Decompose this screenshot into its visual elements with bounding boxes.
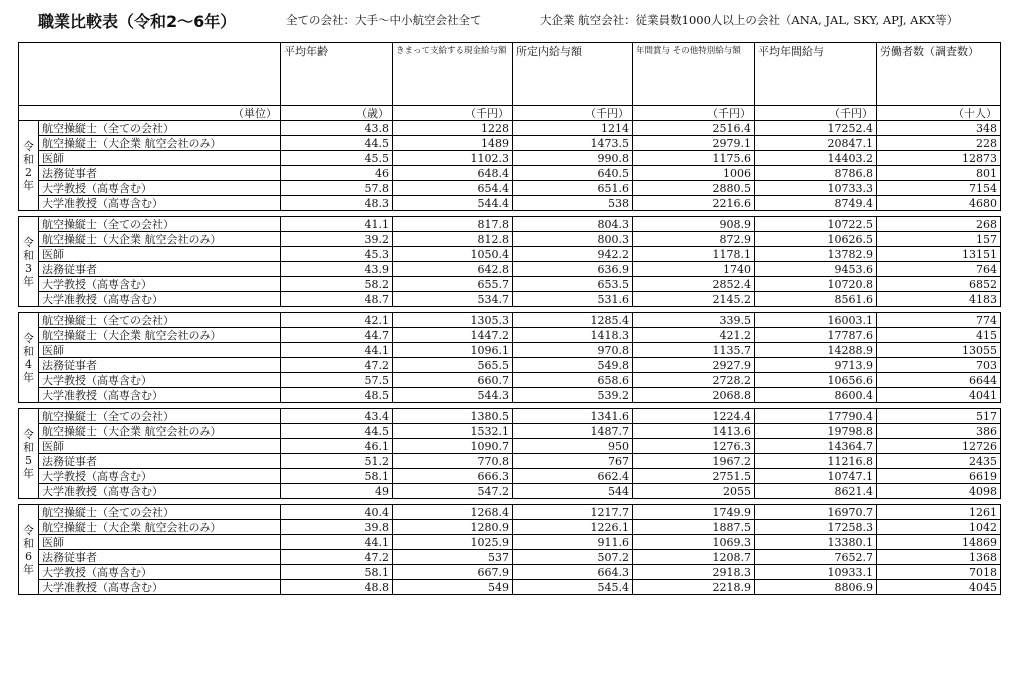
value-cell: 1228 xyxy=(393,121,513,136)
unit-cell: （千円） xyxy=(393,106,513,121)
era-year-cell xyxy=(19,217,39,307)
value-cell: 636.9 xyxy=(513,262,633,277)
value-cell: 4680 xyxy=(877,196,1001,211)
value-cell: 41.1 xyxy=(281,217,393,232)
table-row xyxy=(19,550,1001,565)
column-header: 平均年間給与 xyxy=(755,43,877,106)
value-cell: 13782.9 xyxy=(755,247,877,262)
table-row xyxy=(19,292,1001,307)
value-cell: 6619 xyxy=(877,469,1001,484)
value-cell: 942.2 xyxy=(513,247,633,262)
occupation-name: 大学教授（高専含む） xyxy=(39,565,281,580)
value-cell: 415 xyxy=(877,328,1001,343)
value-cell: 44.7 xyxy=(281,328,393,343)
column-header: 所定内給与額 xyxy=(513,43,633,106)
value-cell: 8749.4 xyxy=(755,196,877,211)
value-cell: 970.8 xyxy=(513,343,633,358)
era-char: 和 xyxy=(23,536,34,550)
occupation-name: 大学教授（高専含む） xyxy=(39,469,281,484)
value-cell: 1226.1 xyxy=(513,520,633,535)
occupation-name: 大学准教授（高専含む） xyxy=(39,196,281,211)
era-year-cell xyxy=(19,505,39,595)
value-cell: 662.4 xyxy=(513,469,633,484)
table-row xyxy=(19,454,1001,469)
table-row xyxy=(19,484,1001,499)
value-cell: 42.1 xyxy=(281,313,393,328)
value-cell: 660.7 xyxy=(393,373,513,388)
table-row xyxy=(19,535,1001,550)
era-char: 和 xyxy=(23,440,34,454)
value-cell: 4041 xyxy=(877,388,1001,403)
value-cell: 800.3 xyxy=(513,232,633,247)
value-cell: 46 xyxy=(281,166,393,181)
unit-cell: （千円） xyxy=(633,106,755,121)
value-cell: 17258.3 xyxy=(755,520,877,535)
value-cell: 547.2 xyxy=(393,484,513,499)
unit-label: （単位） xyxy=(19,106,281,121)
column-header: きまって支給する現金給与額 xyxy=(393,43,513,106)
column-header: 年間賞与 その他特別給与額 xyxy=(633,43,755,106)
table-row xyxy=(19,343,1001,358)
value-cell: 10933.1 xyxy=(755,565,877,580)
value-cell: 2918.3 xyxy=(633,565,755,580)
value-cell: 8600.4 xyxy=(755,388,877,403)
occupation-name: 航空操縦士（大企業 航空会社のみ） xyxy=(39,136,281,151)
value-cell: 57.5 xyxy=(281,373,393,388)
value-cell: 339.5 xyxy=(633,313,755,328)
era-char: 令 xyxy=(23,235,34,249)
value-cell: 4098 xyxy=(877,484,1001,499)
value-cell: 872.9 xyxy=(633,232,755,247)
value-cell: 517 xyxy=(877,409,1001,424)
value-cell: 950 xyxy=(513,439,633,454)
value-cell: 1096.1 xyxy=(393,343,513,358)
value-cell: 537 xyxy=(393,550,513,565)
value-cell: 1025.9 xyxy=(393,535,513,550)
era-char: 令 xyxy=(23,523,34,537)
table-row xyxy=(19,580,1001,595)
value-cell: 7154 xyxy=(877,181,1001,196)
value-cell: 58.1 xyxy=(281,469,393,484)
value-cell: 1341.6 xyxy=(513,409,633,424)
value-cell: 1090.7 xyxy=(393,439,513,454)
era-char: 令 xyxy=(23,331,34,345)
table-row xyxy=(19,196,1001,211)
table-row xyxy=(19,388,1001,403)
value-cell: 544 xyxy=(513,484,633,499)
value-cell: 534.7 xyxy=(393,292,513,307)
table-row xyxy=(19,277,1001,292)
value-cell: 2979.1 xyxy=(633,136,755,151)
occupation-name: 大学准教授（高専含む） xyxy=(39,388,281,403)
value-cell: 2927.9 xyxy=(633,358,755,373)
value-cell: 46.1 xyxy=(281,439,393,454)
value-cell: 348 xyxy=(877,121,1001,136)
value-cell: 1749.9 xyxy=(633,505,755,520)
value-cell: 45.5 xyxy=(281,151,393,166)
table-row xyxy=(19,136,1001,151)
value-cell: 1224.4 xyxy=(633,409,755,424)
value-cell: 1175.6 xyxy=(633,151,755,166)
occupation-name: 航空操縦士（大企業 航空会社のみ） xyxy=(39,232,281,247)
era-char: 年 xyxy=(23,562,34,576)
column-header-row xyxy=(19,43,1001,106)
value-cell: 1887.5 xyxy=(633,520,755,535)
value-cell: 48.8 xyxy=(281,580,393,595)
table-row xyxy=(19,505,1001,520)
occupation-name: 法務従事者 xyxy=(39,454,281,469)
occupation-name: 大学准教授（高専含む） xyxy=(39,580,281,595)
value-cell: 157 xyxy=(877,232,1001,247)
occupation-name: 航空操縦士（大企業 航空会社のみ） xyxy=(39,424,281,439)
value-cell: 703 xyxy=(877,358,1001,373)
value-cell: 654.4 xyxy=(393,181,513,196)
value-cell: 11216.8 xyxy=(755,454,877,469)
era-char: 年 xyxy=(23,274,34,288)
occupation-name: 航空操縦士（大企業 航空会社のみ） xyxy=(39,520,281,535)
value-cell: 1285.4 xyxy=(513,313,633,328)
value-cell: 8621.4 xyxy=(755,484,877,499)
note-all-companies: 全ての会社：大手〜中小航空会社全て xyxy=(286,13,482,27)
table-row xyxy=(19,409,1001,424)
value-cell: 990.8 xyxy=(513,151,633,166)
value-cell: 1532.1 xyxy=(393,424,513,439)
value-cell: 19798.8 xyxy=(755,424,877,439)
value-cell: 4183 xyxy=(877,292,1001,307)
table-row xyxy=(19,166,1001,181)
value-cell: 2728.2 xyxy=(633,373,755,388)
value-cell: 655.7 xyxy=(393,277,513,292)
value-cell: 549.8 xyxy=(513,358,633,373)
occupation-name: 医師 xyxy=(39,151,281,166)
value-cell: 1276.3 xyxy=(633,439,755,454)
value-cell: 10722.5 xyxy=(755,217,877,232)
occupation-name: 航空操縦士（大企業 航空会社のみ） xyxy=(39,328,281,343)
table-row xyxy=(19,565,1001,580)
occupation-name: 大学准教授（高専含む） xyxy=(39,292,281,307)
value-cell: 1473.5 xyxy=(513,136,633,151)
era-char: 6 xyxy=(25,549,32,563)
value-cell: 10733.3 xyxy=(755,181,877,196)
era-char: 3 xyxy=(25,261,32,275)
occupation-name: 大学教授（高専含む） xyxy=(39,181,281,196)
value-cell: 1050.4 xyxy=(393,247,513,262)
value-cell: 40.4 xyxy=(281,505,393,520)
value-cell: 1217.7 xyxy=(513,505,633,520)
value-cell: 47.2 xyxy=(281,358,393,373)
table-row xyxy=(19,424,1001,439)
era-char: 和 xyxy=(23,248,34,262)
value-cell: 43.4 xyxy=(281,409,393,424)
era-char: 令 xyxy=(23,139,34,153)
value-cell: 1268.4 xyxy=(393,505,513,520)
value-cell: 10626.5 xyxy=(755,232,877,247)
era-char: 年 xyxy=(23,178,34,192)
page-title: 職業比較表（令和2〜6年） xyxy=(38,12,237,31)
column-header: 平均年齢 xyxy=(281,43,393,106)
value-cell: 12873 xyxy=(877,151,1001,166)
value-cell: 539.2 xyxy=(513,388,633,403)
value-cell: 648.4 xyxy=(393,166,513,181)
table-row xyxy=(19,313,1001,328)
value-cell: 1178.1 xyxy=(633,247,755,262)
era-char: 年 xyxy=(23,370,34,384)
value-cell: 1214 xyxy=(513,121,633,136)
occupation-name: 大学教授（高専含む） xyxy=(39,277,281,292)
table-row xyxy=(19,151,1001,166)
value-cell: 6852 xyxy=(877,277,1001,292)
value-cell: 10720.8 xyxy=(755,277,877,292)
value-cell: 1447.2 xyxy=(393,328,513,343)
era-char: 年 xyxy=(23,466,34,480)
table-row xyxy=(19,439,1001,454)
value-cell: 767 xyxy=(513,454,633,469)
value-cell: 48.5 xyxy=(281,388,393,403)
value-cell: 2516.4 xyxy=(633,121,755,136)
value-cell: 817.8 xyxy=(393,217,513,232)
occupation-name: 航空操縦士（全ての会社） xyxy=(39,505,281,520)
era-char: 2 xyxy=(25,165,32,179)
value-cell: 228 xyxy=(877,136,1001,151)
value-cell: 49 xyxy=(281,484,393,499)
value-cell: 1489 xyxy=(393,136,513,151)
value-cell: 2145.2 xyxy=(633,292,755,307)
value-cell: 17252.4 xyxy=(755,121,877,136)
value-cell: 812.8 xyxy=(393,232,513,247)
value-cell: 642.8 xyxy=(393,262,513,277)
era-year-cell xyxy=(19,313,39,403)
occupation-name: 航空操縦士（全ての会社） xyxy=(39,313,281,328)
value-cell: 43.9 xyxy=(281,262,393,277)
table-row xyxy=(19,121,1001,136)
occupation-name: 法務従事者 xyxy=(39,166,281,181)
value-cell: 47.2 xyxy=(281,550,393,565)
value-cell: 565.5 xyxy=(393,358,513,373)
value-cell: 658.6 xyxy=(513,373,633,388)
value-cell: 531.6 xyxy=(513,292,633,307)
value-cell: 1261 xyxy=(877,505,1001,520)
value-cell: 58.2 xyxy=(281,277,393,292)
occupation-name: 法務従事者 xyxy=(39,358,281,373)
value-cell: 57.8 xyxy=(281,181,393,196)
value-cell: 14869 xyxy=(877,535,1001,550)
value-cell: 2068.8 xyxy=(633,388,755,403)
value-cell: 770.8 xyxy=(393,454,513,469)
era-year-cell xyxy=(19,409,39,499)
era-char: 5 xyxy=(25,453,32,467)
value-cell: 1006 xyxy=(633,166,755,181)
table-row xyxy=(19,181,1001,196)
table-row xyxy=(19,232,1001,247)
value-cell: 2880.5 xyxy=(633,181,755,196)
unit-cell: （千円） xyxy=(755,106,877,121)
occupation-name: 医師 xyxy=(39,247,281,262)
occupation-name: 航空操縦士（全ての会社） xyxy=(39,217,281,232)
value-cell: 7652.7 xyxy=(755,550,877,565)
value-cell: 10747.1 xyxy=(755,469,877,484)
value-cell: 268 xyxy=(877,217,1001,232)
value-cell: 16970.7 xyxy=(755,505,877,520)
value-cell: 764 xyxy=(877,262,1001,277)
value-cell: 640.5 xyxy=(513,166,633,181)
occupation-name: 法務従事者 xyxy=(39,550,281,565)
value-cell: 386 xyxy=(877,424,1001,439)
value-cell: 545.4 xyxy=(513,580,633,595)
table-row xyxy=(19,358,1001,373)
value-cell: 421.2 xyxy=(633,328,755,343)
value-cell: 43.8 xyxy=(281,121,393,136)
value-cell: 544.4 xyxy=(393,196,513,211)
value-cell: 17787.6 xyxy=(755,328,877,343)
value-cell: 9713.9 xyxy=(755,358,877,373)
value-cell: 664.3 xyxy=(513,565,633,580)
unit-cell: （十人） xyxy=(877,106,1001,121)
value-cell: 653.5 xyxy=(513,277,633,292)
value-cell: 1380.5 xyxy=(393,409,513,424)
value-cell: 14288.9 xyxy=(755,343,877,358)
value-cell: 13380.1 xyxy=(755,535,877,550)
value-cell: 1305.3 xyxy=(393,313,513,328)
value-cell: 2852.4 xyxy=(633,277,755,292)
value-cell: 8806.9 xyxy=(755,580,877,595)
era-char: 和 xyxy=(23,152,34,166)
unit-cell: （歳） xyxy=(281,106,393,121)
value-cell: 1135.7 xyxy=(633,343,755,358)
value-cell: 1413.6 xyxy=(633,424,755,439)
value-cell: 58.1 xyxy=(281,565,393,580)
value-cell: 39.2 xyxy=(281,232,393,247)
value-cell: 908.9 xyxy=(633,217,755,232)
occupation-name: 大学教授（高専含む） xyxy=(39,373,281,388)
value-cell: 44.1 xyxy=(281,535,393,550)
value-cell: 20847.1 xyxy=(755,136,877,151)
table-row xyxy=(19,469,1001,484)
value-cell: 51.2 xyxy=(281,454,393,469)
value-cell: 549 xyxy=(393,580,513,595)
value-cell: 10656.6 xyxy=(755,373,877,388)
value-cell: 44.5 xyxy=(281,136,393,151)
unit-cell: （千円） xyxy=(513,106,633,121)
value-cell: 2435 xyxy=(877,454,1001,469)
value-cell: 39.8 xyxy=(281,520,393,535)
table-row xyxy=(19,373,1001,388)
value-cell: 1487.7 xyxy=(513,424,633,439)
unit-row xyxy=(19,106,1001,121)
value-cell: 1208.7 xyxy=(633,550,755,565)
table-row xyxy=(19,262,1001,277)
value-cell: 1280.9 xyxy=(393,520,513,535)
occupation-name: 大学准教授（高専含む） xyxy=(39,484,281,499)
value-cell: 44.5 xyxy=(281,424,393,439)
value-cell: 7018 xyxy=(877,565,1001,580)
value-cell: 1967.2 xyxy=(633,454,755,469)
value-cell: 8786.8 xyxy=(755,166,877,181)
page-header xyxy=(0,9,1024,31)
note-large-companies: 大企業 航空会社：従業員数1000人以上の会社（ANA, JAL, SKY, APJ, AKX等） xyxy=(540,13,959,27)
era-year-cell xyxy=(19,121,39,211)
value-cell: 13151 xyxy=(877,247,1001,262)
value-cell: 1418.3 xyxy=(513,328,633,343)
value-cell: 4045 xyxy=(877,580,1001,595)
value-cell: 2216.6 xyxy=(633,196,755,211)
value-cell: 544.3 xyxy=(393,388,513,403)
value-cell: 1069.3 xyxy=(633,535,755,550)
era-char: 4 xyxy=(25,357,32,371)
value-cell: 666.3 xyxy=(393,469,513,484)
table-row xyxy=(19,520,1001,535)
value-cell: 8561.6 xyxy=(755,292,877,307)
value-cell: 1102.3 xyxy=(393,151,513,166)
value-cell: 507.2 xyxy=(513,550,633,565)
value-cell: 1740 xyxy=(633,262,755,277)
value-cell: 774 xyxy=(877,313,1001,328)
value-cell: 48.7 xyxy=(281,292,393,307)
value-cell: 1368 xyxy=(877,550,1001,565)
value-cell: 804.3 xyxy=(513,217,633,232)
value-cell: 16003.1 xyxy=(755,313,877,328)
era-char: 和 xyxy=(23,344,34,358)
value-cell: 1042 xyxy=(877,520,1001,535)
value-cell: 911.6 xyxy=(513,535,633,550)
table-row xyxy=(19,328,1001,343)
value-cell: 801 xyxy=(877,166,1001,181)
value-cell: 667.9 xyxy=(393,565,513,580)
header-blank xyxy=(19,43,281,106)
column-header: 労働者数（調査数） xyxy=(877,43,1001,106)
value-cell: 651.6 xyxy=(513,181,633,196)
value-cell: 45.3 xyxy=(281,247,393,262)
value-cell: 6644 xyxy=(877,373,1001,388)
value-cell: 14403.2 xyxy=(755,151,877,166)
value-cell: 9453.6 xyxy=(755,262,877,277)
salary-comparison-table xyxy=(18,42,1001,595)
value-cell: 48.3 xyxy=(281,196,393,211)
value-cell: 14364.7 xyxy=(755,439,877,454)
era-char: 令 xyxy=(23,427,34,441)
table-row xyxy=(19,247,1001,262)
occupation-name: 航空操縦士（全ての会社） xyxy=(39,409,281,424)
value-cell: 12726 xyxy=(877,439,1001,454)
value-cell: 44.1 xyxy=(281,343,393,358)
value-cell: 13055 xyxy=(877,343,1001,358)
value-cell: 2751.5 xyxy=(633,469,755,484)
value-cell: 2218.9 xyxy=(633,580,755,595)
occupation-name: 航空操縦士（全ての会社） xyxy=(39,121,281,136)
occupation-name: 法務従事者 xyxy=(39,262,281,277)
value-cell: 2055 xyxy=(633,484,755,499)
table-row xyxy=(19,217,1001,232)
occupation-name: 医師 xyxy=(39,343,281,358)
occupation-name: 医師 xyxy=(39,535,281,550)
occupation-name: 医師 xyxy=(39,439,281,454)
value-cell: 17790.4 xyxy=(755,409,877,424)
value-cell: 538 xyxy=(513,196,633,211)
